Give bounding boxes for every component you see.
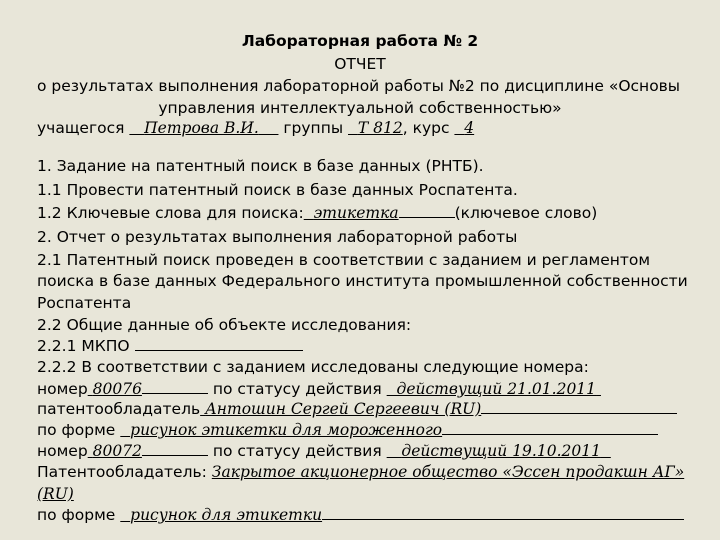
subject-line-1: о результатах выполнения лабораторной работы №2 по дисциплине «Основы [37, 77, 681, 95]
form-label: по форме [37, 506, 116, 524]
item-2-2-2: 2.2.2 В соответствии с заданием исследованы следующие номера: [37, 358, 589, 376]
student-line [37, 119, 474, 137]
owner-label: Патентообладатель: [37, 463, 207, 481]
record-1-owner: Антошин Сергей Сергеевич (RU) [205, 400, 482, 418]
group-value: Т 812 [357, 119, 403, 137]
item-2-1-line-3: Роспатента [37, 294, 132, 312]
record-2-owner-line [37, 463, 684, 481]
keywords-value: этикетка [313, 204, 399, 222]
item-2-2: 2.2 Общие данные об объекте исследования: [37, 316, 412, 334]
record-2-owner-cont [37, 485, 74, 503]
record-2-status: действущий 19.10.2011 [401, 442, 601, 460]
report-heading: ОТЧЕТ [334, 55, 386, 73]
course-label: , курс [402, 119, 450, 137]
record-2-owner: Закрытое акционерное общество «Эссен продакшн АГ» [211, 463, 685, 481]
record-1-number-line [37, 380, 601, 398]
record-1-status: действущий 21.01.2011 [396, 380, 597, 398]
group-label: группы [283, 119, 344, 137]
document-title: Лабораторная работа № 2 [241, 32, 479, 50]
record-2-owner-country: (RU) [37, 485, 74, 503]
record-1-form: рисунок этикетки для мороженного [130, 421, 443, 439]
record-2-form-line [37, 506, 684, 524]
record-2-number: 80072 [92, 442, 142, 460]
item-2-1-line-1: 2.1 Патентный поиск проведен в соответствии с заданием и регламентом [37, 251, 651, 269]
status-label: по статусу действия [212, 442, 382, 460]
student-name: Петрова В.И. [144, 119, 259, 137]
item-1: 1. Задание на патентный поиск в базе данных (РНТБ). [37, 157, 484, 175]
course-value: 4 [464, 119, 475, 137]
item-2-1-line-2: поиска в базе данных Федерального института промышленной собственности [37, 272, 688, 290]
status-label: по статусу действия [212, 380, 382, 398]
form-label: по форме [37, 421, 116, 439]
record-2-number-line [37, 442, 611, 460]
mkpo-blank [135, 338, 303, 351]
item-1-1: 1.1 Провести патентный поиск в базе данных Роспатента. [37, 181, 518, 199]
record-1-form-line [37, 421, 658, 439]
record-2-form: рисунок для этикетки [130, 506, 323, 524]
student-label: учащегося [37, 119, 125, 137]
item-1-2 [37, 204, 597, 222]
keywords-label: 1.2 Ключевые слова для поиска: [37, 204, 304, 222]
mkpo-label: 2.2.1 МКПО [37, 337, 130, 355]
number-label: номер [37, 380, 88, 398]
item-2: 2. Отчет о результатах выполнения лабораторной работы [37, 228, 518, 246]
item-2-2-1 [37, 337, 303, 355]
record-1-number: 80076 [92, 380, 142, 398]
keywords-note: (ключевое слово) [454, 204, 598, 222]
owner-label: патентообладатель [37, 400, 201, 418]
number-label: номер [37, 442, 88, 460]
subject-line-2: управления интеллектуальной собственностью» [158, 99, 562, 117]
record-1-owner-line [37, 400, 677, 418]
